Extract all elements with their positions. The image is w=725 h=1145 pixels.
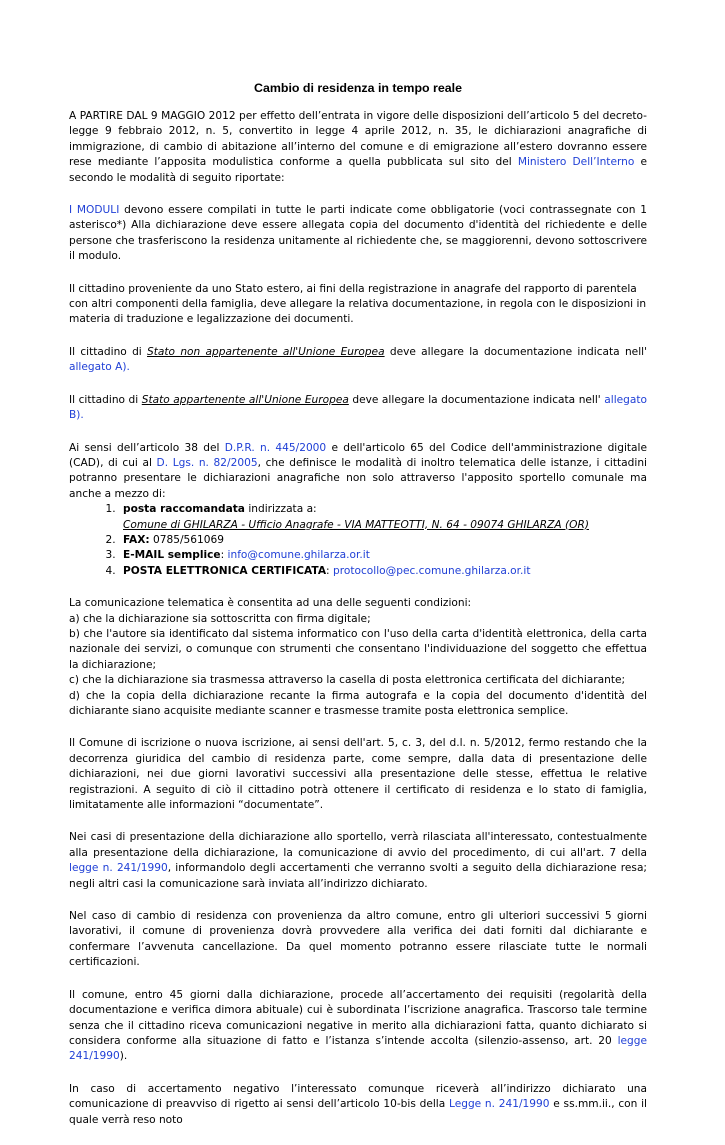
item-label: E-MAIL semplice [123, 549, 221, 562]
dpr-link[interactable]: D.P.R. n. 445/2000 [224, 441, 327, 454]
legge-241-link-2[interactable]: legge 241/1990 [69, 1034, 647, 1063]
item-label: FAX: [123, 533, 150, 546]
allegato-b-link[interactable]: allegato B). [69, 393, 648, 422]
item-text: : [220, 549, 228, 562]
legge-241-link[interactable]: legge n. 241/1990 [69, 862, 168, 875]
condition-b: b) che l'autore sia identificato dal sistema informatico con l'uso della carta d'identità elettronica, della carta nazionale dei servizi, o comunque con strumenti che consentano l'individuazione del soggetto che effettua la dichiarazione; [69, 627, 647, 671]
moduli-text: devono essere compilati in tutte le parti indicate come obbligatorie (voci contrassegnate con 1 asterisco*) Alla dichiarazione deve essere allegata copia del documento d'identità del richiedente e delle persone che trasferiscono la residenza unitamente al richiedente che, se maggiorenni, devono sottoscrivere il modulo. [69, 204, 647, 263]
counter-pre: Nei casi di presentazione della dichiarazione allo sportello, verrà rilasciata all'interessato, contestualmente alla presentazione della dichiarazione, la comunicazione di avvio del procedimento, di cui all'art. 7 della [69, 831, 647, 859]
negative-tail: e ss.mm.ii., con il quale verrà reso noto [69, 1098, 647, 1126]
telematic-mid: e dell'articolo 65 del Codice dell'amministrazione digitale (CAD), di cui al [69, 441, 648, 469]
eu-state: Stato appartenente all'Unione Europea [141, 393, 349, 406]
non-eu-pre: Il cittadino di [69, 345, 148, 358]
other-comune-paragraph: Nel caso di cambio di residenza con provenienza da altro comune, entro gli ulteriori successivi 5 giorni lavorativi, il comune di provenienza dovrà provvedere alla verifica dei dati forniti dal dichiarante e confermare l’avvenuta cancellazione. Da quel momento potranno essere rilasciate tutte le normali certificazioni. [69, 910, 647, 969]
list-item [119, 502, 647, 533]
list-item [119, 564, 647, 579]
moduli-paragraph [69, 203, 647, 265]
non-eu-paragraph [69, 345, 647, 376]
condition-a: a) che la dichiarazione sia sottoscritta con firma digitale; [69, 612, 371, 625]
list-item [119, 533, 647, 548]
eu-paragraph [69, 393, 647, 424]
condition-d: d) che la copia della dichiarazione recante la firma autografa e la copia del documento d'identità del dichiarante siano acquisite mediante scanner e trasmesse tramite posta elettronica semplice. [69, 689, 647, 717]
eu-mid: deve allegare la documentazione indicata nell' [348, 393, 605, 406]
conditions-intro: La comunicazione telematica è consentita ad una delle seguenti condizioni: [69, 597, 472, 610]
negative-pre: In caso di accertamento negativo l’interessato comunque riceverà all’indirizzo dichiarato una comunicazione di preavviso di rigetto ai sensi dell’articolo 10-bis della [69, 1082, 647, 1111]
condition-c: c) che la dichiarazione sia trasmessa attraverso la casella di posta elettronica certificata del dichiarante; [69, 674, 626, 687]
verification-tail: ). [119, 1050, 128, 1063]
allegato-a-link[interactable]: allegato A). [69, 361, 130, 374]
ministero-link[interactable]: Ministero Dell’Interno [517, 156, 635, 169]
item-text: indirizzata a: [244, 503, 317, 516]
pec-link[interactable]: protocollo@pec.comune.ghilarza.or.it [332, 564, 531, 577]
negative-paragraph [69, 1082, 647, 1128]
non-eu-state: Stato non appartenente all'Unione Europea [147, 345, 385, 358]
item-text: : [326, 564, 333, 577]
postal-address: Comune di GHILARZA - Ufficio Anagrafe - VIA MATTEOTTI, N. 64 - 09074 GHILARZA (OR) [123, 518, 589, 531]
page-title: Cambio di residenza in tempo reale [254, 81, 462, 95]
legge-241-link-3[interactable]: Legge n. 241/1990 [448, 1098, 550, 1111]
moduli-link[interactable]: I MODULI [69, 204, 120, 217]
foreign-citizen-paragraph: Il cittadino proveniente da uno Stato estero, ai fini della registrazione in anagrafe del rapporto di parentela con altri componenti della famiglia, deve allegare la relativa documentazione, in regola con le disposizioni in materia di traduzione e legalizzazione dei documenti. [69, 282, 647, 326]
list-item [119, 548, 647, 563]
intro-tail: e secondo le modalità di seguito riportate: [69, 156, 648, 184]
telematic-tail: , che definisce le modalità di inoltro telematica delle istanze, i cittadini potranno presentare le dichiarazioni anagrafiche non solo attraverso l'apposito sportello comunale ma anche a mezzo di: [69, 456, 647, 500]
conditions-block [69, 596, 647, 719]
email-link[interactable]: info@comune.ghilarza.or.it [227, 549, 370, 562]
registration-paragraph: Il Comune di iscrizione o nuova iscrizione, ai sensi dell'art. 5, c. 3, del d.l. n. 5/2012, fermo restando che la decorrenza giuridica del cambio di residenza parte, come sempre, dalla data di presentazione delle dichiarazioni, nei due giorni lavorativi successivi alla presentazione delle stesse, effettua le relative registrazioni. A seguito di ciò il cittadino potrà ottenere il certificato di residenza e lo stato di famiglia, limitatamente alle informazioni “documentate”. [69, 737, 647, 812]
verification-paragraph [69, 988, 647, 1065]
intro-text: A PARTIRE DAL 9 MAGGIO 2012 per effetto dell’entrata in vigore delle disposizioni dell’articolo 5 del decreto-legge 9 febbraio 2012, n. 5, convertito in legge 4 aprile 2012, n. 35, le dichiarazioni anagrafiche di immigrazione, di cambio di abitazione all’interno del comune e di emigrazione all’estero dovranno essere rese mediante l’apposita modulistica conforme a quella pubblicata sul sito del [69, 110, 647, 169]
intro-paragraph [69, 109, 647, 186]
dlgs-link[interactable]: D. Lgs. n. 82/2005 [156, 456, 258, 469]
non-eu-mid: deve allegare la documentazione indicata nell' [384, 345, 647, 358]
telematic-pre: Ai sensi dell’articolo 38 del [69, 441, 225, 454]
item-label: posta raccomandata [123, 503, 245, 516]
eu-pre: Il cittadino di [69, 393, 142, 406]
counter-tail: , informandolo degli accertamenti che verranno svolti a seguito della dichiarazione resa; negli altri casi la comunicazione sarà inviata all’indirizzo dichiarato. [69, 862, 648, 890]
document-page [69, 80, 647, 1145]
fax-number: 0785/561069 [149, 533, 224, 546]
submission-methods-list [69, 502, 647, 579]
item-label: POSTA ELETTRONICA CERTIFICATA [123, 564, 327, 577]
telematic-paragraph [69, 441, 647, 503]
counter-paragraph [69, 830, 647, 892]
verification-pre: Il comune, entro 45 giorni dalla dichiarazione, procede all’accertamento dei requisiti (regolarità della documentazione e verifica dimora abituale) cui è subordinata l’iscrizione anagrafica. Trascorso tale termine senza che il cittadino riceva comunicazioni negative in merito alla dichiarazioni fatta, quanto dichiarato si considera conforme alla situazione di fatto e l’istanza s’intende accolta (silenzio-assenso, art. 20 [69, 988, 647, 1047]
